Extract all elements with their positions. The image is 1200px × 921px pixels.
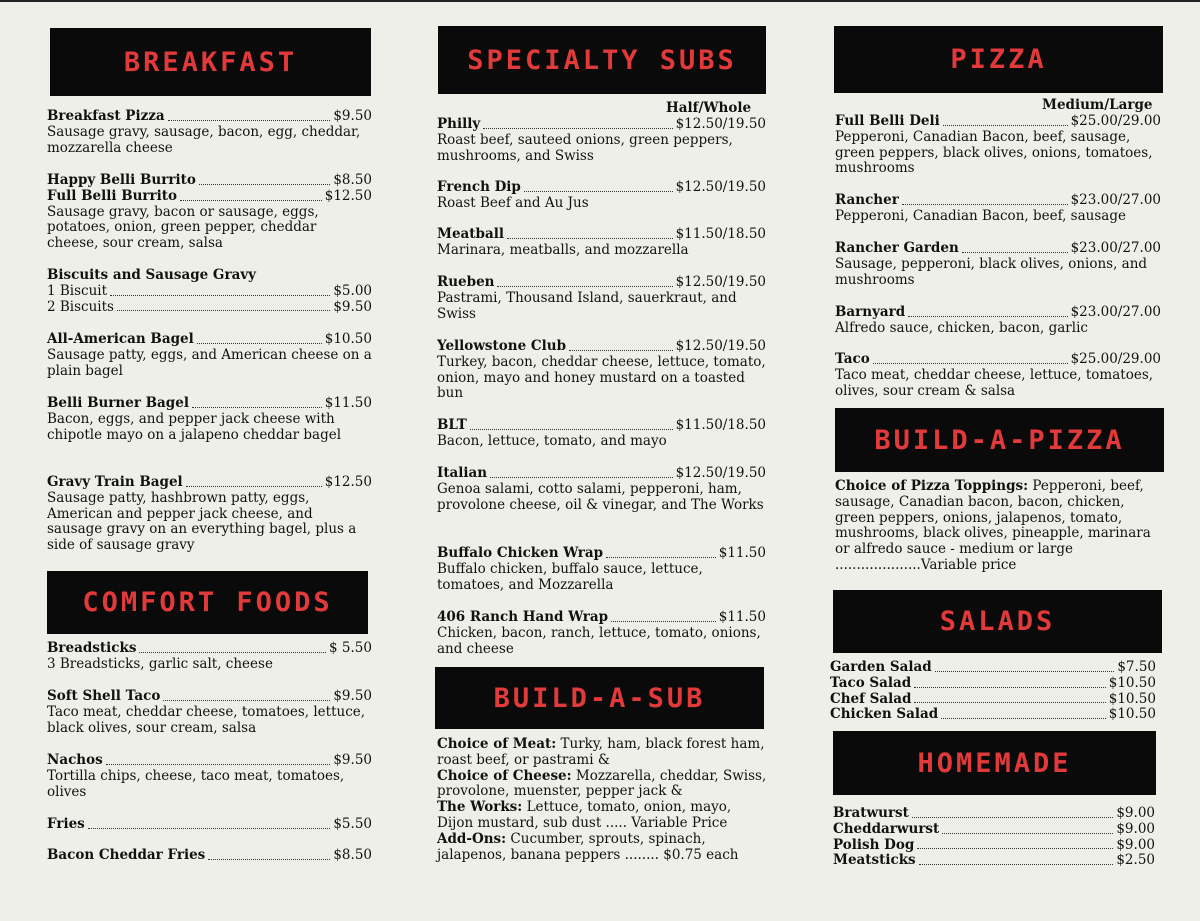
item-price: $23.00/27.00 (1070, 304, 1161, 320)
item-price: $11.50 (718, 609, 766, 625)
comfort-foods-banner (47, 571, 368, 634)
comfort-item (47, 753, 372, 800)
item-name: Barnyard (835, 304, 906, 320)
sub-item (437, 180, 766, 212)
item-price: $12.50/19.50 (675, 274, 766, 290)
salads-title: SALADS (939, 606, 1056, 637)
breakfast-item (47, 268, 372, 315)
item-price: $10.50 (324, 331, 372, 347)
item-price: $9.50 (333, 688, 372, 704)
item-price: $7.50 (1117, 659, 1156, 675)
comfort-item (47, 817, 372, 833)
item-price: $2.50 (1116, 852, 1155, 869)
item-price: $11.50/18.50 (675, 226, 766, 242)
sub-item (437, 117, 766, 164)
item-desc: Sausage patty, eggs, and American cheese on a plain bagel (47, 346, 372, 379)
item-desc: Marinara, meatballs, and mozzarella (437, 241, 689, 258)
item-price: $12.50 (324, 187, 372, 204)
item-price: $11.50 (324, 395, 372, 411)
breakfast-title: BREAKFAST (123, 46, 298, 78)
item-price: $11.50 (718, 545, 766, 561)
item-name: Bratwurst (833, 805, 909, 821)
item-sub: 1 Biscuit (47, 282, 108, 299)
specialty-subs-banner (438, 26, 766, 94)
sub-item (437, 546, 766, 593)
item-desc: Taco meat, cheddar cheese, tomatoes, lettuce, black olives, sour cream, salsa (47, 703, 366, 736)
build-a-pizza-title: BUILD-A-PIZZA (874, 424, 1125, 456)
item-name: Rancher Garden (835, 240, 959, 256)
item-price: $5.00 (333, 282, 372, 299)
breakfast-banner (50, 28, 371, 96)
item-desc: Sausage gravy, bacon or sausage, eggs, potatoes, onion, green pepper, cheddar cheese, sour cream, salsa (47, 203, 319, 252)
item-name: Gravy Train Bagel (47, 474, 183, 490)
specialty-subs-title: SPECIALTY SUBS (467, 44, 737, 76)
build-a-pizza-text (835, 479, 1163, 574)
pizza-item (835, 193, 1161, 225)
pizza-banner (834, 26, 1163, 93)
item-price: $5.50 (333, 816, 372, 832)
sub-item (437, 466, 766, 513)
item-price: $10.50 (1108, 674, 1156, 691)
item-price: $9.00 (1116, 805, 1155, 821)
item-desc: 3 Breadsticks, garlic salt, cheese (47, 655, 273, 672)
item-price: $9.50 (333, 298, 372, 315)
breakfast-item (47, 173, 372, 252)
item-price: $8.50 (333, 172, 372, 188)
item-name: Garden Salad (830, 659, 932, 675)
item-name: Meatsticks (833, 852, 916, 869)
works-text: Lettuce, tomato, onion, mayo, Dijon mustard, sub dust ..... Variable Price (437, 799, 732, 831)
item-name: Buffalo Chicken Wrap (437, 545, 604, 561)
item-name: Full Belli Burrito (47, 187, 178, 204)
sub-item (437, 610, 766, 657)
breakfast-item (47, 109, 372, 156)
item-price: $11.50/18.50 (675, 417, 766, 433)
item-price: $9.00 (1116, 820, 1155, 837)
item-name: Fries (47, 816, 85, 832)
homemade-title: HOMEMADE (917, 747, 1072, 779)
toppings-text: Pepperoni, beef, sausage, Canadian bacon, bacon, chicken, green peppers, onions, jalapenos, tomato, mushrooms, black olives, pineapple, marinara or alfredo sauce - medium or large ....................Variable price (835, 478, 1151, 573)
comfort-item (47, 689, 372, 736)
item-desc: Roast Beef and Au Jus (437, 194, 589, 211)
item-desc: Pepperoni, Canadian Bacon, beef, sausage, green peppers, black olives, onions, tomatoes, mushrooms (835, 128, 1153, 177)
item-price: $9.50 (333, 752, 372, 768)
item-name: Yellowstone Club (437, 338, 567, 354)
item-name: Rueben (437, 274, 495, 290)
item-name: Breadsticks (47, 640, 137, 656)
build-a-sub-banner (435, 667, 764, 729)
breakfast-item (47, 396, 372, 443)
item-price: $25.00/29.00 (1070, 351, 1161, 367)
item-price: $9.00 (1116, 836, 1155, 853)
cheese-text: Mozzarella, cheddar, Swiss, provolone, muenster, pepper jack & (437, 767, 767, 800)
item-desc: Chicken, bacon, ranch, lettuce, tomato, onions, and cheese (437, 624, 761, 657)
item-name: French Dip (437, 179, 521, 195)
item-price: $12.50/19.50 (675, 338, 766, 354)
addons-label: Add-Ons: (437, 830, 507, 847)
item-name: Belli Burner Bagel (47, 395, 189, 411)
item-price: $10.50 (1108, 706, 1156, 723)
item-desc: Pepperoni, Canadian Bacon, beef, sausage (835, 207, 1126, 224)
item-name: Nachos (47, 752, 103, 768)
pizza-item (835, 114, 1161, 177)
item-desc: Bacon, eggs, and pepper jack cheese with chipotle mayo on a jalapeno cheddar bagel (47, 410, 342, 443)
size-header: Half/Whole (666, 100, 752, 116)
top-border (0, 0, 1200, 2)
size-header: Medium/Large (1042, 97, 1153, 113)
sub-item (437, 227, 766, 259)
item-name: Soft Shell Taco (47, 688, 161, 704)
item-price: $12.50/19.50 (675, 179, 766, 195)
item-name: Chef Salad (830, 690, 912, 707)
item-price: $12.50/19.50 (675, 116, 766, 132)
pizza-item (835, 305, 1161, 337)
salads-banner (833, 590, 1162, 653)
item-price: $12.50 (324, 474, 372, 490)
cheese-label: Choice of Cheese: (437, 767, 572, 784)
item-name: Breakfast Pizza (47, 108, 165, 124)
item-name: Chicken Salad (830, 706, 939, 723)
item-price: $23.00/27.00 (1070, 192, 1161, 208)
homemade-banner (833, 731, 1156, 795)
item-name: Taco Salad (830, 674, 912, 691)
item-name: Polish Dog (833, 836, 915, 853)
item-price: $23.00/27.00 (1070, 240, 1161, 256)
item-desc: Buffalo chicken, buffalo sauce, lettuce, tomatoes, and Mozzarella (437, 560, 703, 593)
breakfast-item (47, 332, 372, 379)
item-price: $8.50 (333, 847, 372, 863)
meat-label: Choice of Meat: (437, 736, 557, 752)
build-a-sub-text (437, 737, 767, 863)
item-price: $25.00/29.00 (1070, 113, 1161, 129)
item-name: Rancher (835, 192, 899, 208)
sub-item (437, 339, 766, 402)
item-desc: Sausage patty, hashbrown patty, eggs, American and pepper jack cheese, and sausage gravy on an everything bagel, plus a side of sausage gravy (47, 489, 357, 554)
item-name: Biscuits and Sausage Gravy (47, 267, 257, 283)
pizza-item (835, 352, 1161, 399)
item-desc: Alfredo sauce, chicken, bacon, garlic (835, 319, 1088, 336)
breakfast-item (47, 475, 372, 554)
comfort-item (47, 848, 372, 864)
item-price: $ 5.50 (329, 640, 372, 656)
item-desc: Roast beef, sauteed onions, green peppers, mushrooms, and Swiss (437, 131, 733, 164)
item-name: 406 Ranch Hand Wrap (437, 609, 609, 625)
item-desc: Tortilla chips, cheese, taco meat, tomatoes, olives (47, 767, 345, 800)
item-name: Happy Belli Burrito (47, 172, 196, 188)
pizza-title: PIZZA (950, 44, 1047, 75)
salads-list (830, 660, 1156, 723)
sub-item (437, 275, 766, 322)
item-desc: Sausage gravy, sausage, bacon, egg, cheddar, mozzarella cheese (47, 123, 361, 156)
item-desc: Taco meat, cheddar cheese, lettuce, tomatoes, olives, sour cream & salsa (835, 366, 1154, 399)
homemade-list (833, 806, 1155, 869)
comfort-item (47, 641, 372, 673)
item-name: Philly (437, 116, 481, 132)
build-a-pizza-banner (835, 408, 1164, 472)
addons-text: Cucumber, sprouts, spinach, jalapenos, banana peppers ........ $0.75 each (437, 830, 739, 863)
meat-text: Turky, ham, black forest ham, roast beef, or pastrami & (437, 736, 765, 768)
item-name: Cheddarwurst (833, 820, 940, 837)
sub-item (437, 418, 766, 450)
item-desc: Sausage, pepperoni, black olives, onions, and mushrooms (835, 255, 1148, 288)
item-name: Full Belli Deli (835, 113, 940, 129)
pizza-item (835, 241, 1161, 288)
item-name: Meatball (437, 226, 504, 242)
item-sub: 2 Biscuits (47, 298, 114, 315)
build-a-sub-title: BUILD-A-SUB (493, 682, 706, 714)
item-name: Bacon Cheddar Fries (47, 847, 206, 863)
item-name: BLT (437, 417, 467, 433)
item-desc: Bacon, lettuce, tomato, and mayo (437, 432, 667, 449)
toppings-label: Choice of Pizza Toppings: (835, 478, 1029, 494)
item-price: $12.50/19.50 (675, 465, 766, 481)
item-price: $10.50 (1108, 690, 1156, 707)
item-price: $9.50 (333, 108, 372, 124)
item-name: Italian (437, 465, 488, 481)
item-desc: Genoa salami, cotto salami, pepperoni, ham, provolone cheese, oil & vinegar, and The Works (437, 480, 764, 513)
item-name: Taco (835, 351, 870, 367)
works-label: The Works: (437, 799, 523, 816)
item-desc: Turkey, bacon, cheddar cheese, lettuce, tomato, onion, mayo and honey mustard on a toasted bun (437, 353, 766, 402)
item-name: All-American Bagel (47, 331, 194, 347)
item-desc: Pastrami, Thousand Island, sauerkraut, and Swiss (437, 289, 737, 322)
comfort-foods-title: COMFORT FOODS (82, 587, 333, 618)
